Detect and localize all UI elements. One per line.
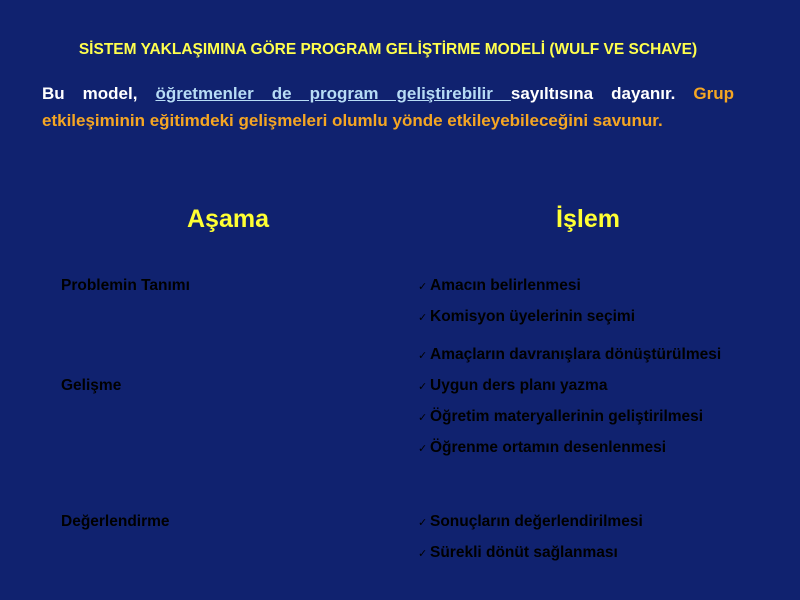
- stage-label-development: Gelişme: [61, 377, 122, 394]
- check-icon: ✓: [418, 516, 428, 529]
- intro-text-start: Bu model,: [42, 84, 156, 103]
- stage-label-evaluation: Değerlendirme: [61, 513, 170, 530]
- column-header-stage: Aşama: [187, 205, 269, 233]
- check-icon: ✓: [418, 547, 428, 560]
- operation-item: [418, 408, 703, 426]
- intro-text-middle: sayıltısına dayanır.: [510, 84, 694, 103]
- check-icon: ✓: [418, 380, 428, 393]
- check-icon: ✓: [418, 280, 428, 293]
- stage-label-problem-definition: Problemin Tanımı: [61, 277, 190, 294]
- intro-accent-text: Grup etkileşiminin eğitimdeki gelişmeleri olumlu yönde etkileyebileceğini savunur.: [42, 84, 734, 130]
- check-icon: ✓: [418, 349, 428, 362]
- operation-text: Sonuçların değerlendirilmesi: [430, 513, 643, 530]
- check-icon: ✓: [418, 411, 428, 424]
- operation-text: Öğretim materyallerinin geliştirilmesi: [430, 408, 704, 425]
- operation-item: [418, 346, 721, 364]
- check-icon: ✓: [418, 442, 428, 455]
- slide-title: SİSTEM YAKLAŞIMINA GÖRE PROGRAM GELİŞTİRME MODELİ (WULF VE SCHAVE): [78, 41, 698, 58]
- operation-text: Komisyon üyelerinin seçimi: [430, 308, 636, 325]
- operation-item: [418, 308, 635, 326]
- operation-item: [418, 513, 643, 531]
- operation-item: [418, 439, 666, 457]
- operation-item: [418, 377, 607, 395]
- operation-text: Sürekli dönüt sağlanması: [430, 544, 618, 561]
- operation-item: [418, 544, 618, 562]
- operation-text: Amacın belirlenmesi: [430, 277, 581, 294]
- check-icon: ✓: [418, 311, 428, 324]
- operation-text: Uygun ders planı yazma: [430, 377, 608, 394]
- operation-text: Amaçların davranışlara dönüştürülmesi: [430, 346, 722, 363]
- intro-paragraph: [42, 80, 734, 134]
- column-header-operation: İşlem: [556, 205, 620, 233]
- operation-item: [418, 277, 581, 295]
- operation-text: Öğrenme ortamın desenlenmesi: [430, 439, 667, 456]
- intro-link[interactable]: öğretmenler de program geliştirebilir: [155, 84, 511, 103]
